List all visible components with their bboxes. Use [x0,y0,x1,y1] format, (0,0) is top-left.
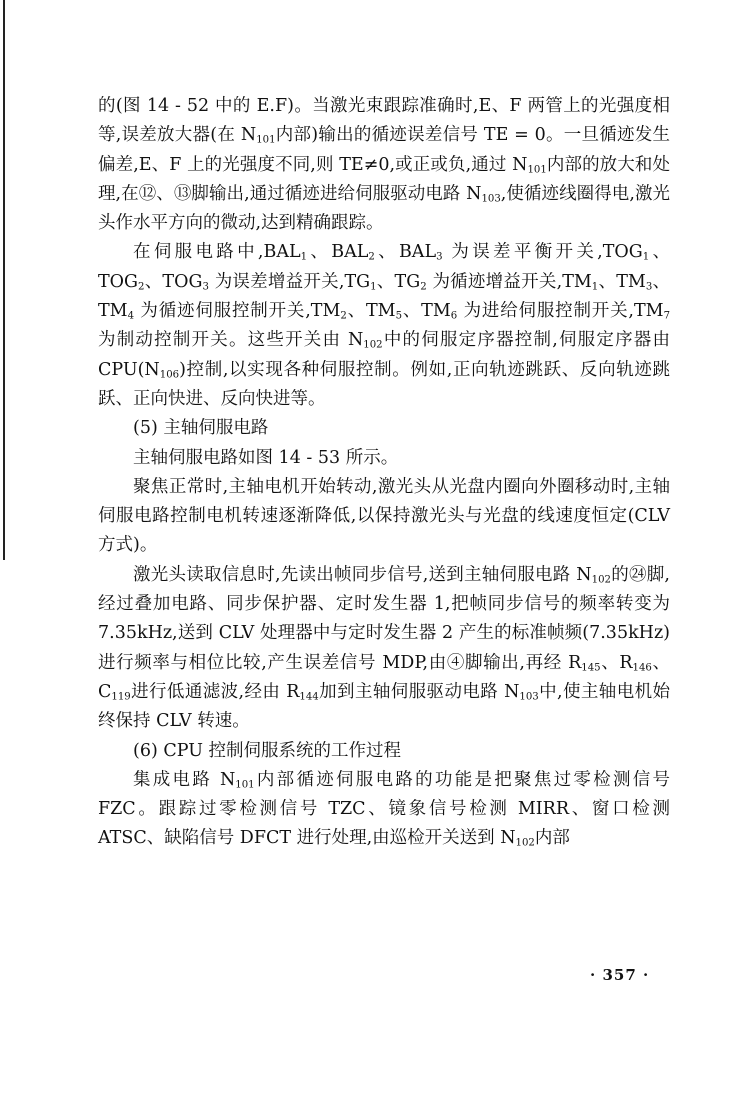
paragraph-frame-sync: 激光头读取信息时,先读出帧同步信号,送到主轴伺服电路 $N_{102}$的㉔脚,经过叠加电路、同步保护器、定时发生器 1,把帧同步信号的频率转变为 7.35kHz,送到 CLV 处理器中与定时发生器 2 产生的标准帧频(7.35kHz)进行频率与相位比较,产生误差信号 MDP,由④脚输出,再经 $R_{145}$、$R_{146}$、$C_{119}$进行低通滤波,经由 $R_{144}$加到主轴伺服驱动电路 $N_{103}$中,使主轴电机始终保持 CLV 转速。 [98,564,671,732]
paragraph-cpu-servo-process: 集成电路 $N_{101}$内部循迹伺服电路的功能是把聚焦过零检测信号 FZC。跟踪过零检测信号 TZC、镜象信号检测 MIRR、窗口检测 ATSC、缺陷信号 DFCT 进行处理,由巡检开关送到 $N_{102}$内部 [98,769,671,849]
paragraph-spindle-clv: 聚焦正常时,主轴电机开始转动,激光头从光盘内圈向外圈移动时,主轴伺服电路控制电机转速逐渐降低,以保持激光头与光盘的线速度恒定(CLV 方式)。 [98,476,670,556]
page-number: · 357 · [590,966,650,984]
paragraph-spindle-figure-ref: 主轴伺服电路如图 14 - 53 所示。 [133,447,399,468]
binding-edge-line [3,0,5,560]
section-heading-cpu-servo: (6) CPU 控制伺服系统的工作过程 [133,740,402,761]
page-body [98,92,670,854]
paragraph-tracking-servo: 的(图 14 - 52 中的 E.F)。当激光束跟踪准确时,E、F 两管上的光强度相等,误差放大器(在 $N_{101}$内部)输出的循迹误差信号 TE = 0。一旦循迹发生偏差,E、F 上的光强度不同,则 TE≠0,或正或负,通过 $N_{101}$内部的放大和处理,在⑫、⑬脚输出,通过循迹进给伺服驱动电路 $N_{103}$,使循迹线圈得电,激光头作水平方向的微动,达到精确跟踪。 [98,96,671,234]
section-heading-spindle-servo: (5) 主轴伺服电路 [133,418,269,439]
paragraph-servo-switches: 在伺服电路中$,BAL_1$、$BAL_2$、$BAL_3$ 为误差平衡开关$,TOG_1$、$TOG_2$、$TOG_3$ 为误差增益开关$,TG_1$、$TG_2$ 为循迹增益开关$,TM_1$、$TM_3$、$TM_4$ 为循迹伺服控制开关$,TM_2$、$TM_5$、$TM_6$ 为进给伺服控制开关$,TM_7$ 为制动控制开关。这些开关由 $N_{102}$中的伺服定序器控制,伺服定序器由 $CPU(N_{106})$控制,以实现各种伺服控制。例如,正向轨迹跳跃、反向轨迹跳跃、正向快进、反向快进等。 [98,242,671,409]
